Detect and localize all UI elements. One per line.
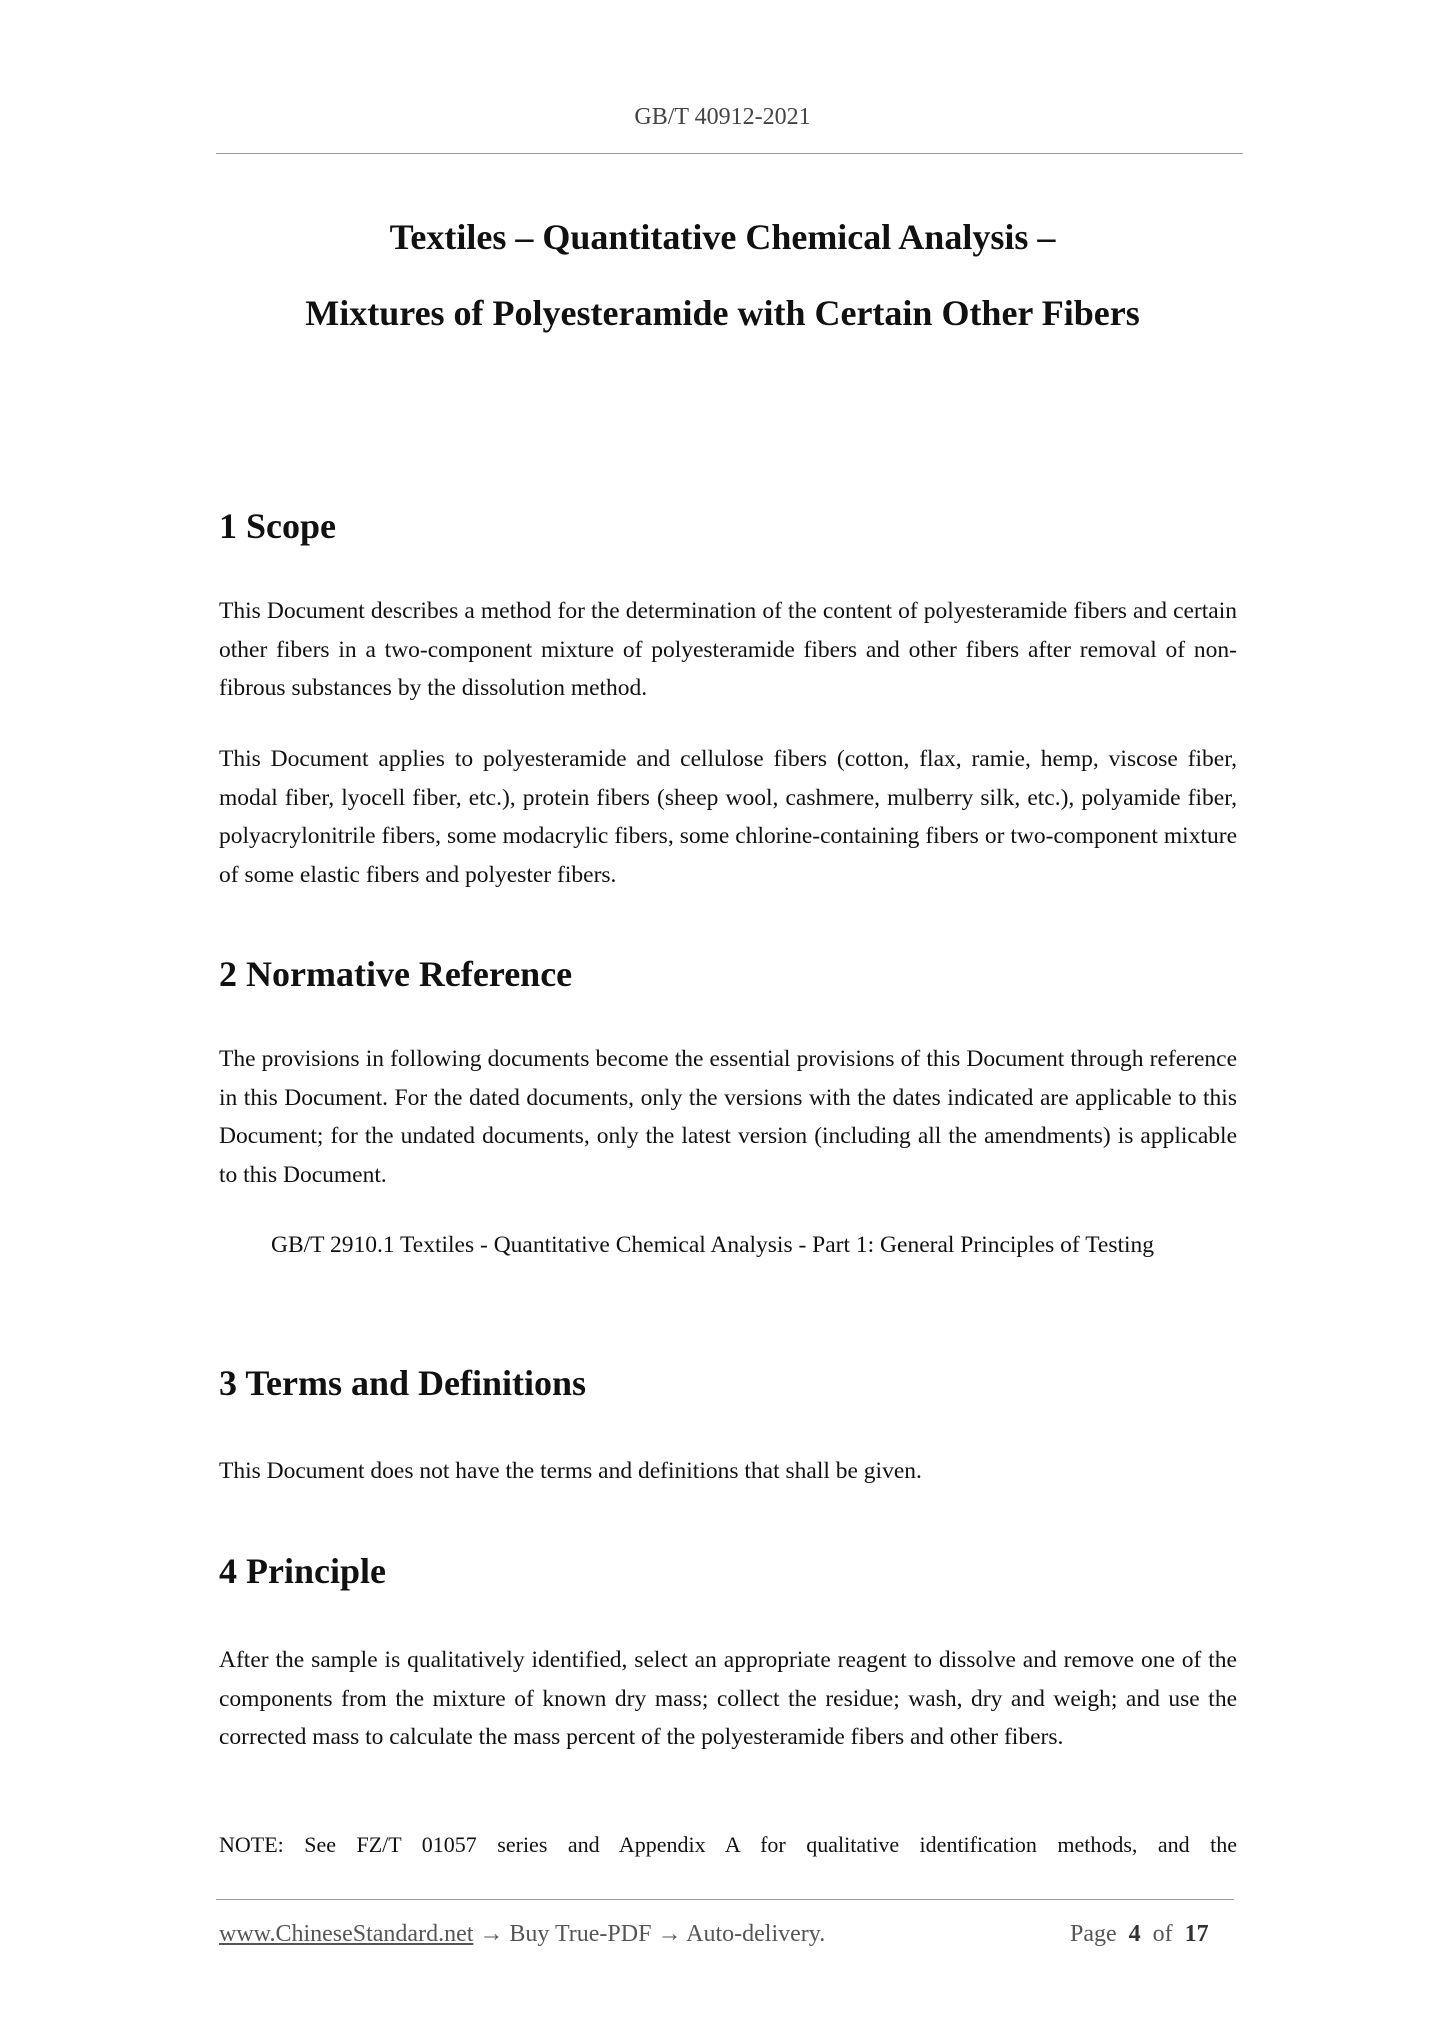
- section-heading-terms-definitions: 3 Terms and Definitions: [219, 1363, 587, 1403]
- arrow-icon: →: [651, 1921, 687, 1947]
- page-indicator: [1070, 1921, 1209, 1948]
- page-of-label: of: [1152, 1921, 1173, 1947]
- scope-paragraph-1: This Document describes a method for the determination of the content of polyesteramide fibers and certain other fibers in a two-component mixture of polyesteramide fibers and other fibers after removal of non-fibrous substances by the dissolution method.: [219, 598, 1237, 701]
- scope-paragraph-2: This Document applies to polyesteramide and cellulose fibers (cotton, flax, ramie, hemp, viscose fiber, modal fiber, lyocell fiber, etc.), protein fibers (sheep wool, cashmere, mulberry silk, etc.), polyamide fiber, polyacrylonitrile fibers, some modacrylic fibers, some chlorine-containing fibers or two-component mixture of some elastic fibers and polyester fibers.: [219, 746, 1237, 888]
- principle-note: NOTE: See FZ/T 01057 series and Appendix A for qualitative identification methods, and the: [219, 1832, 1237, 1857]
- normative-reference-item: GB/T 2910.1 Textiles - Quantitative Chemical Analysis - Part 1: General Principles of Testing: [271, 1232, 1155, 1258]
- page-label: Page: [1070, 1921, 1117, 1947]
- buy-true-pdf-text: Buy True-PDF: [509, 1921, 652, 1947]
- footer-promo: [219, 1921, 825, 1948]
- arrow-icon: →: [473, 1921, 510, 1947]
- auto-delivery-text: Auto-delivery.: [686, 1921, 826, 1947]
- terms-paragraph-1: This Document does not have the terms and definitions that shall be given.: [219, 1458, 922, 1484]
- chinese-standard-link[interactable]: www.ChineseStandard.net: [219, 1921, 474, 1947]
- page-total: 17: [1184, 1921, 1209, 1947]
- section-heading-principle: 4 Principle: [219, 1551, 386, 1591]
- standard-code-header: GB/T 40912-2021: [634, 104, 811, 130]
- normative-paragraph-1: The provisions in following documents become the essential provisions of this Document through reference in this Document. For the dated documents, only the versions with the dates indicated are applicable to this Document; for the undated documents, only the latest version (including all the amendments) is applicable to this Document.: [219, 1046, 1237, 1188]
- header-divider: [216, 153, 1243, 154]
- principle-paragraph-1: After the sample is qualitatively identified, select an appropriate reagent to dissolve and remove one of the components from the mixture of known dry mass; collect the residue; wash, dry and weigh; and use the corrected mass to calculate the mass percent of the polyesteramide fibers and other fibers.: [219, 1647, 1237, 1750]
- footer-divider: [216, 1899, 1234, 1900]
- section-heading-scope: 1 Scope: [219, 506, 336, 546]
- document-title-line-2: Mixtures of Polyesteramide with Certain Other Fibers: [305, 293, 1140, 333]
- section-heading-normative-reference: 2 Normative Reference: [219, 954, 573, 994]
- document-title-line-1: Textiles – Quantitative Chemical Analysis –: [389, 217, 1056, 257]
- page-current: 4: [1128, 1921, 1141, 1947]
